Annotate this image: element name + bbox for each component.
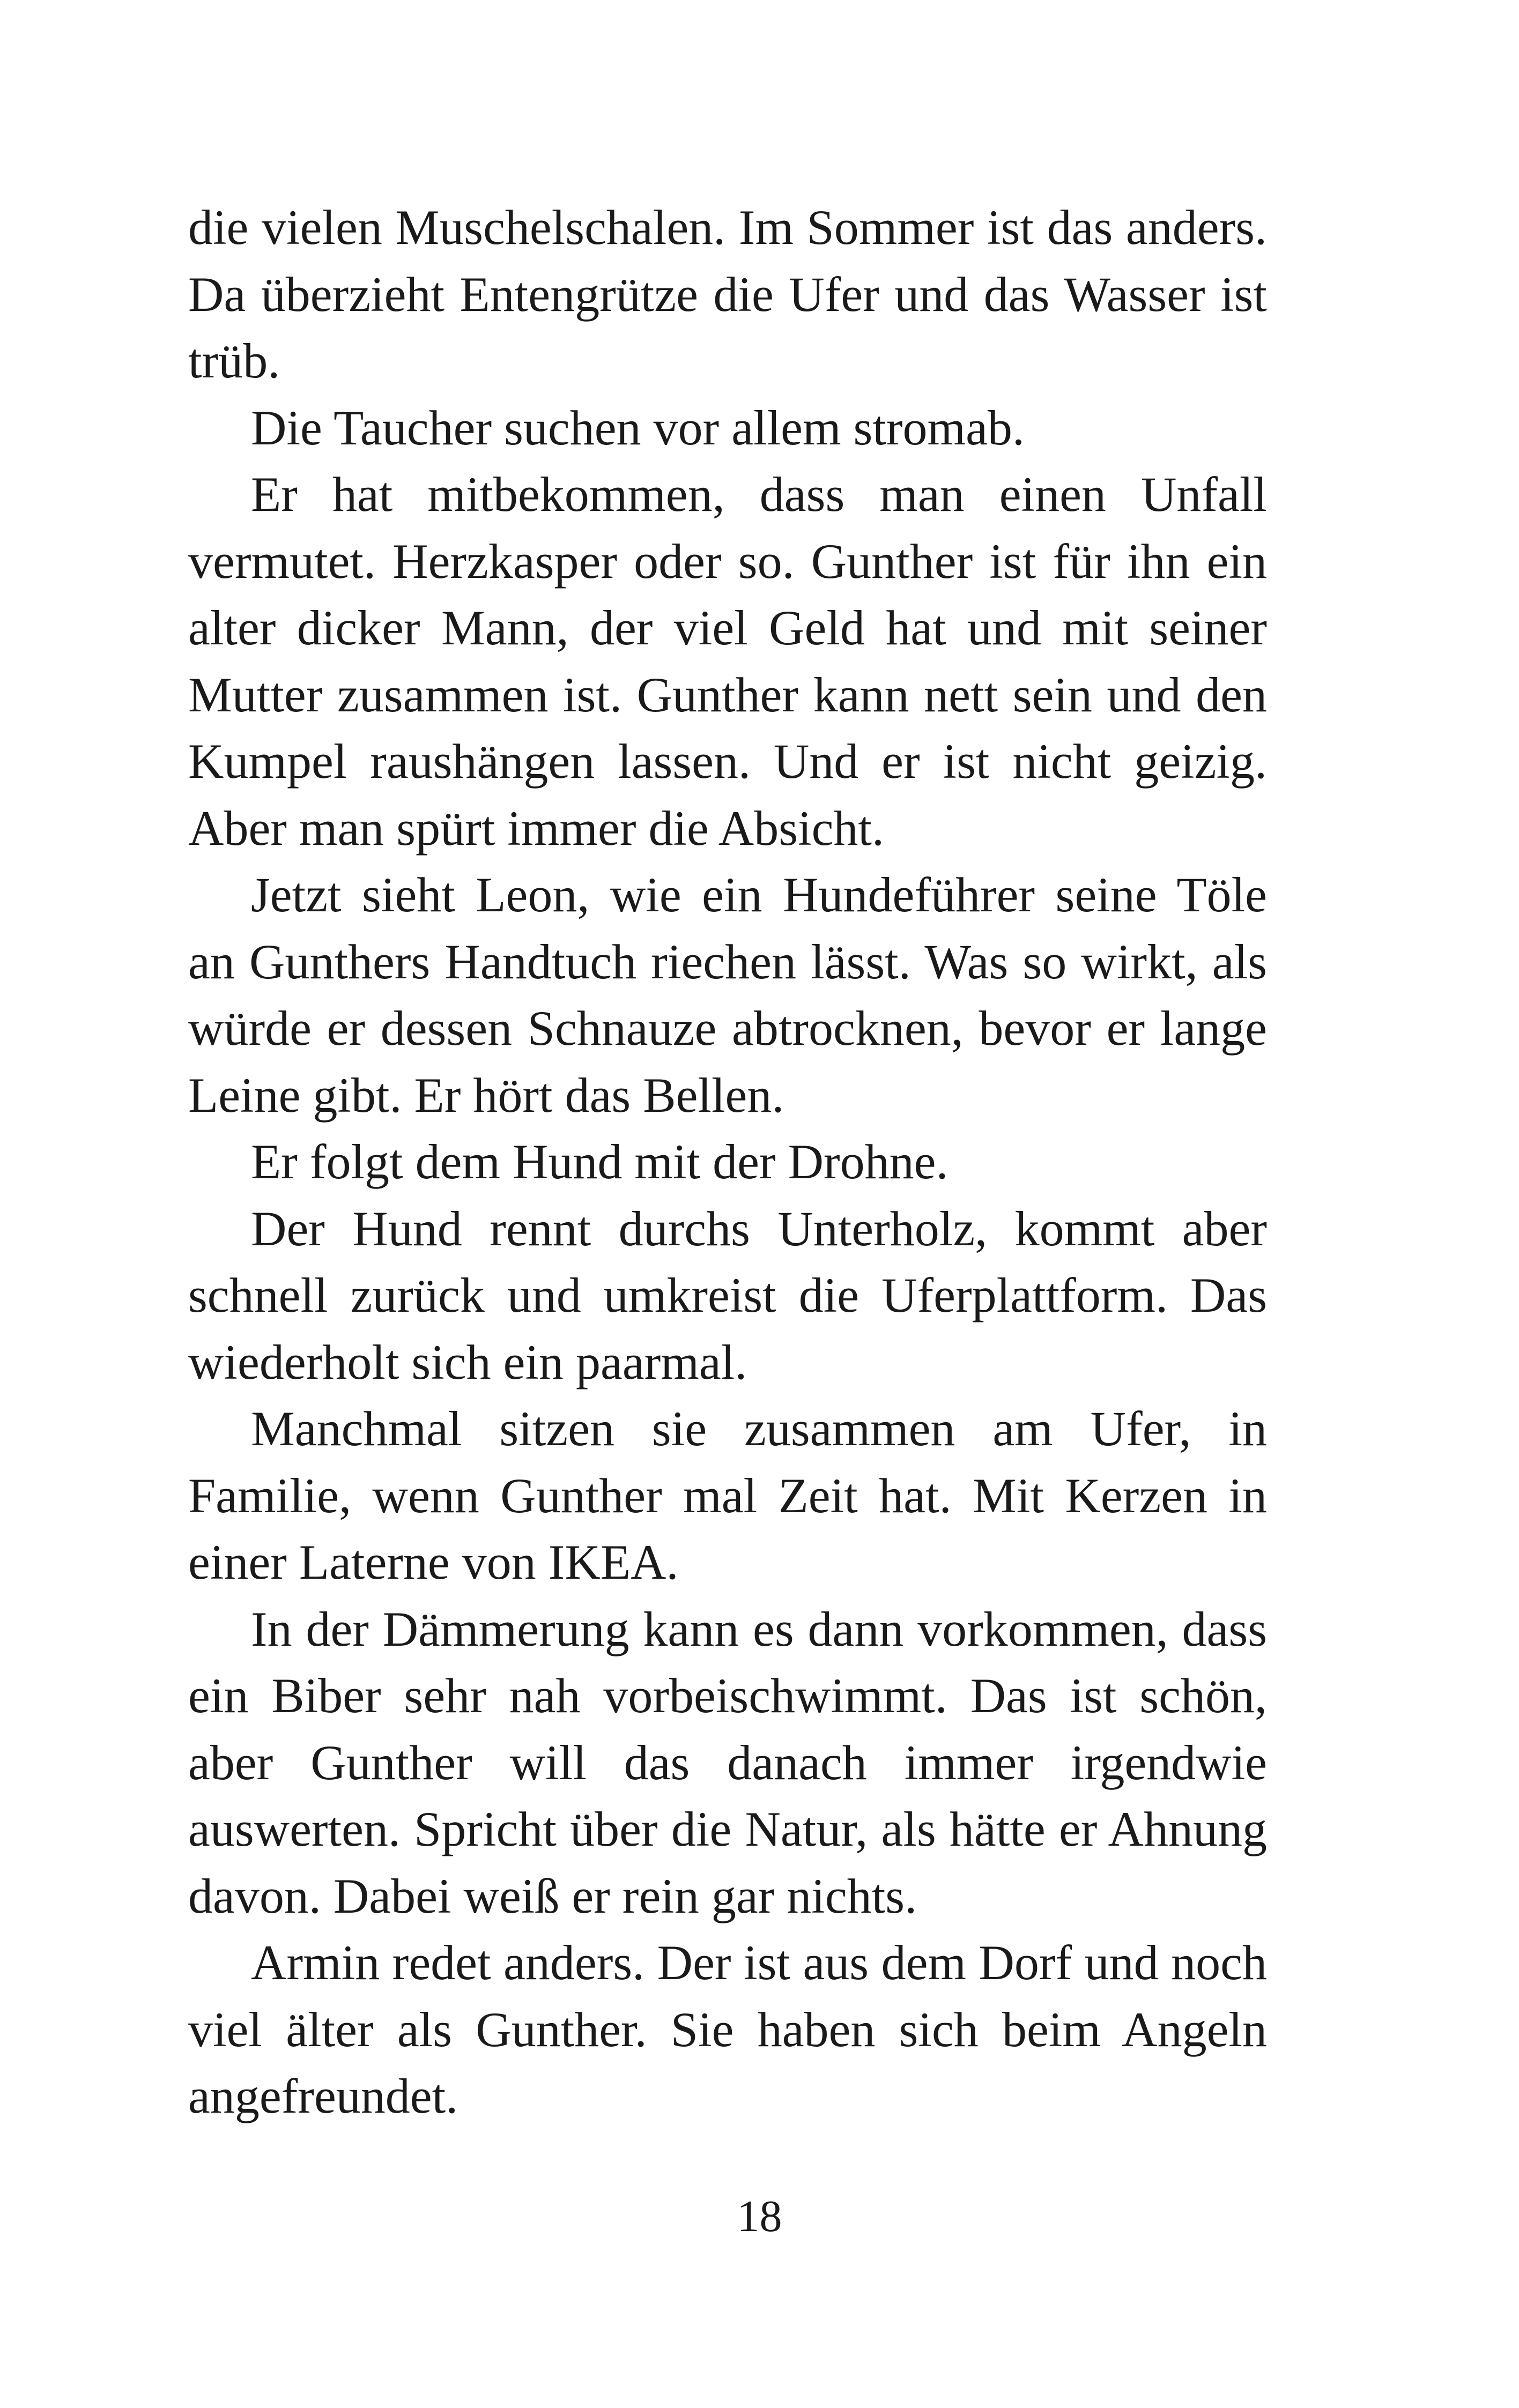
body-text bbox=[188, 194, 1267, 2130]
paragraph: Armin redet anders. Der ist aus dem Dorf und noch viel älter als Gunther. Sie haben sich beim Angeln angefreundet. bbox=[188, 1935, 1267, 2123]
paragraph: Er folgt dem Hund mit der Drohne. bbox=[251, 1134, 949, 1189]
paragraph: Er hat mitbekommen, dass man einen Unfall vermutet. Herzkasper oder so. Gunther ist für ihn ein alter dicker Mann, der viel Geld hat und mit seiner Mutter zusammen ist. Gunther kann nett sein und den Kumpel raushängen lassen. Und er ist nicht geizig. Aber man spürt immer die Absicht. bbox=[188, 467, 1267, 856]
paragraph: Jetzt sieht Leon, wie ein Hundeführer seine Töle an Gunthers Handtuch riechen lässt. Was so wirkt, als würde er dessen Schnauze abtrocknen, bevor er lange Leine gibt. Er hört das Bellen. bbox=[188, 867, 1267, 1123]
paragraph: In der Dämmerung kann es dann vorkommen, dass ein Biber sehr nah vorbeischwimmt. Das ist schön, aber Gunther will das danach immer irgendwie auswerten. Spricht über die Natur, als hätte er Ahnung davon. Dabei weiß er rein gar nichts. bbox=[188, 1601, 1267, 1923]
paragraph: Der Hund rennt durchs Unterholz, kommt aber schnell zurück und umkreist die Uferplattform. Das wiederholt sich ein paarmal. bbox=[188, 1201, 1267, 1389]
paragraph: Manchmal sitzen sie zusammen am Ufer, in Familie, wenn Gunther mal Zeit hat. Mit Kerzen in einer Laterne von IKEA. bbox=[188, 1401, 1267, 1589]
page-number: 18 bbox=[737, 2191, 782, 2241]
paragraph-continued: die vielen Muschelschalen. Im Sommer ist das anders. Da überzieht Entengrütze die Ufer und das Wasser ist trüb. bbox=[188, 200, 1267, 388]
paragraph: Die Taucher suchen vor allem stromab. bbox=[251, 400, 1025, 455]
